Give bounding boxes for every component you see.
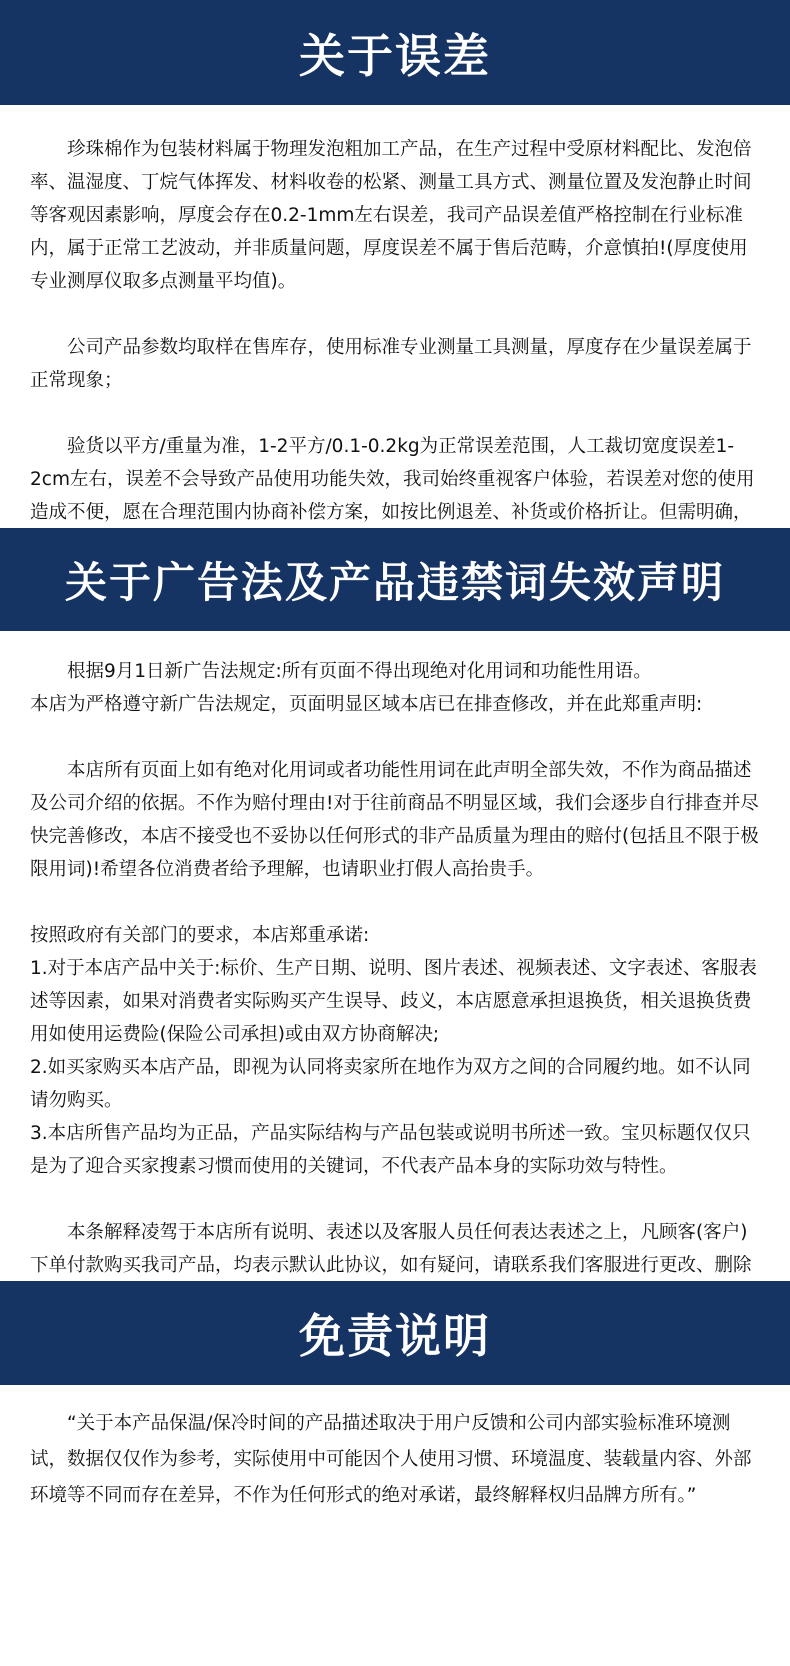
section-ad-law: [30, 655, 762, 1315]
error-paragraph-1: 珍珠棉作为包装材料属于物理发泡粗加工产品，在生产过程中受原材料配比、发泡倍率、温湿度、丁烷气体挥发、材料收卷的松紧、测量工具方式、测量位置及发泡静止时间等客观因素影响，厚度会存在0.2-1mm左右误差，我司产品误差值严格控制在行业标准内，属于正常工艺波动，并非质量问题，厚度误差不属于售后范畴，介意慎拍!(厚度使用专业测厚仪取多点测量平均值)。: [30, 139, 752, 292]
ad-law-intro-line2: 本店为严格遵守新广告法规定，页面明显区域本店已在排查修改，并在此郑重声明:: [30, 694, 703, 715]
banner-ad-law: [0, 528, 790, 631]
error-paragraph-2: 公司产品参数均取样在售库存，使用标准专业测量工具测量，厚度存在少量误差属于正常现象；: [30, 337, 752, 391]
commitment-item-2: 2.如买家购买本店产品，即视为认同将卖家所在地作为双方之间的合同履约地。如不认同请勿购买。: [30, 1057, 751, 1111]
ad-law-paragraph-2: 本店所有页面上如有绝对化用词或者功能性用词在此声明全部失效，不作为商品描述及公司介绍的依据。不作为赔付理由!对于往前商品不明显区域，我们会逐步自行排查并尽快完善修改，本店不接受也不妥协以任何形式的非产品质量为理由的赔付(包括且不限于极限用词)!希望各位消费者给予理解，也请职业打假人高抬贵手。: [30, 760, 759, 880]
commitment-item-1: 1.对于本店产品中关于:标价、生产日期、说明、图片表述、视频表述、文字表述、客服表述等因素，如果对消费者实际购买产生误导、歧义，本店愿意承担退换货，相关退换货费用如使用运费险(保险公司承担)或由双方协商解决;: [30, 958, 757, 1045]
section-about-error: [30, 133, 762, 562]
heading-ad-law: 关于广告法及产品违禁词失效声明: [64, 557, 725, 607]
error-paragraph-3: 验货以平方/重量为准，1-2平方/0.1-0.2kg为正常误差范围，人工裁切宽度误差1-2cm左右，误差不会导致产品使用功能失效，我司始终重视客户体验，若误差对您的使用造成不便，愿在合理范围内协商补偿方案，如按比例退差、补货或价格折让。但需明确，: [30, 436, 755, 523]
disclaimer-paragraph: “关于本产品保温/保冷时间的产品描述取决于用户反馈和公司内部实验标准环境测试，数据仅仅作为参考，实际使用中可能因个人使用习惯、环境温度、装载量内容、外部环境等不同而存在差异，不作为任何形式的绝对承诺，最终解释权归品牌方所有。”: [30, 1413, 752, 1506]
ad-law-intro-line1: 根据9月1日新广告法规定:所有页面不得出现绝对化用词和功能性用语。: [67, 661, 652, 682]
banner-disclaimer: [0, 1281, 790, 1385]
commitment-intro: 按照政府有关部门的要求，本店郑重承诺:: [30, 925, 370, 946]
commitment-item-3: 3.本店所售产品均为正品，产品实际结构与产品包装或说明书所述一致。宝贝标题仅仅只是为了迎合买家搜素习惯而使用的关键词，不代表产品本身的实际功效与特性。: [30, 1123, 751, 1177]
banner-about-error: [0, 0, 790, 105]
heading-about-error: 关于误差: [299, 28, 491, 83]
heading-disclaimer: 免责说明: [299, 1309, 491, 1363]
ad-law-closing: 本条解释凌驾于本店所有说明、表述以及客服人员任何表达表述之上，凡顾客(客户)下单付款购买我司产品，均表示默认此协议，如有疑问，请联系我们客服进行更改、删除: [30, 1222, 752, 1276]
section-disclaimer: [30, 1406, 762, 1514]
